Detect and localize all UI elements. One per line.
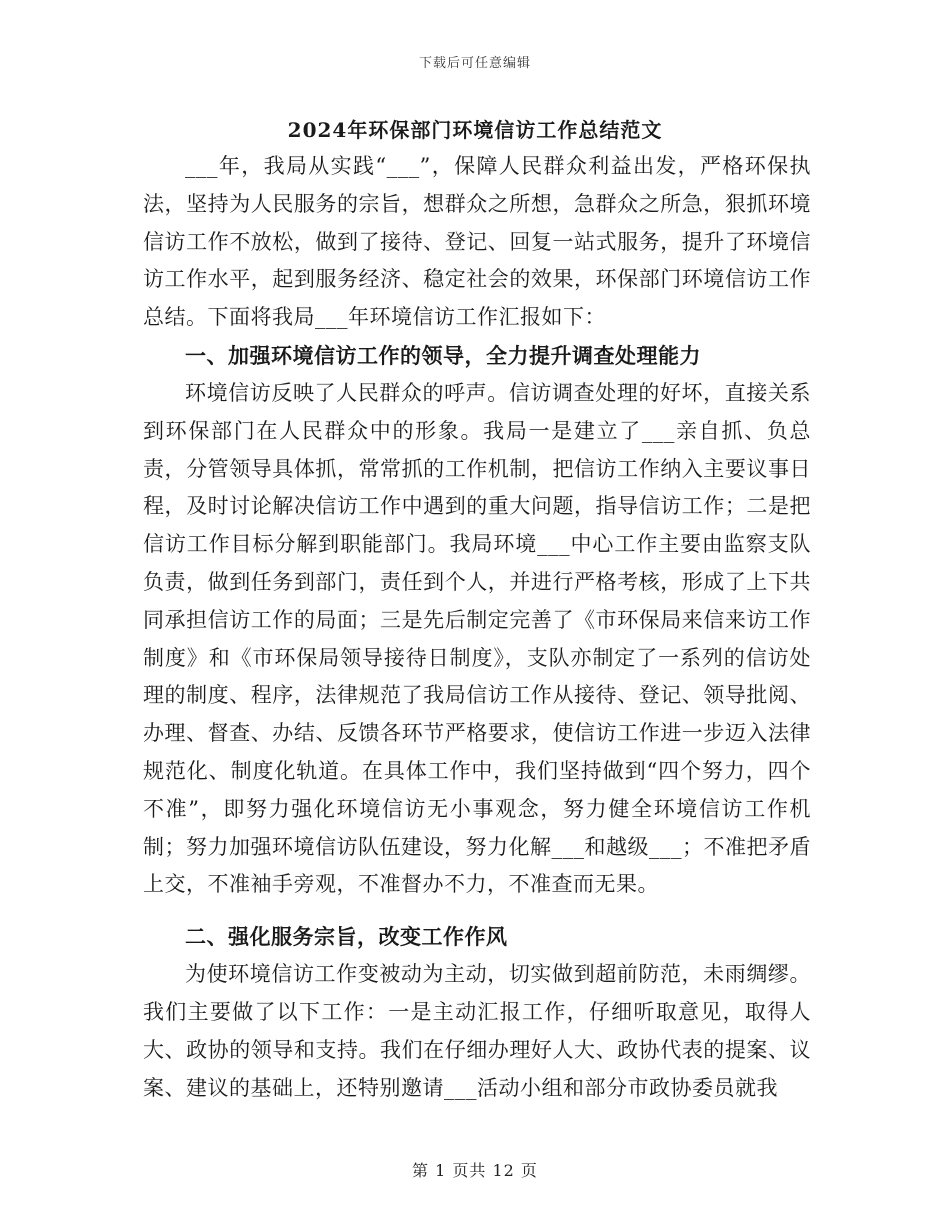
document-body [143,148,811,1107]
section-2-heading: 二、强化服务宗旨，改变工作作风 [185,924,508,950]
section-2-paragraph: 为使环境信访工作变被动为主动，切实做到超前防范，未雨绸缪。我们主要做了以下工作：一是主动汇报工作，仔细听取意见，取得人大、政协的领导和支持。我们在仔细办理好人大、政协代表的提案、议案、建议的基础上，还特别邀请___活动小组和部分市政协委员就我 [143,962,811,1100]
header-note: 下载后可任意编辑 [418,56,531,71]
section-1-heading: 一、加强环境信访工作的领导，全力提升调查处理能力 [185,342,701,368]
section-1-paragraph: 环境信访反映了人民群众的呼声。信访调查处理的好坏，直接关系到环保部门在人民群众中的形象。我局一是建立了___亲自抓、负总责，分管领导具体抓，常常抓的工作机制，把信访工作纳入主要议事日程，及时讨论解决信访工作中遇到的重大问题，指导信访工作；二是把信访工作目标分解到职能部门。我局环境___中心工作主要由监察支队负责，做到任务到部门，责任到个人，并进行严格考核，形成了上下共同承担信访工作的局面；三是先后制定完善了《市环保局来信来访工作制度》和《市环保局领导接待日制度》，支队亦制定了一系列的信访处理的制度、程序，法律规范了我局信访工作从接待、登记、领导批阅、办理、督查、办结、反馈各环节严格要求，使信访工作进一步迈入法律规范化、制度化轨道。在具体工作中，我们坚持做到“四个努力，四个不准”，即努力强化环境信访无小事观念，努力健全环境信访工作机制；努力加强环境信访队伍建设，努力化解___和越级___；不准把矛盾上交，不准袖手旁观，不准督办不力，不准查而无果。 [143,380,811,897]
intro-paragraph: ___年，我局从实践“___”，保障人民群众利益出发，严格环保执法，坚持为人民服务的宗旨，想群众之所想，急群众之所急，狠抓环境信访工作不放松，做到了接待、登记、回复一站式服务，提升了环境信访工作水平，起到服务经济、稳定社会的效果，环保部门环境信访工作总结。下面将我局___年环境信访工作汇报如下： [143,154,811,330]
page-footer: 第 1 页共 12 页 [412,1161,538,1180]
document-title: 2024年环保部门环境信访工作总结范文 [287,118,663,142]
